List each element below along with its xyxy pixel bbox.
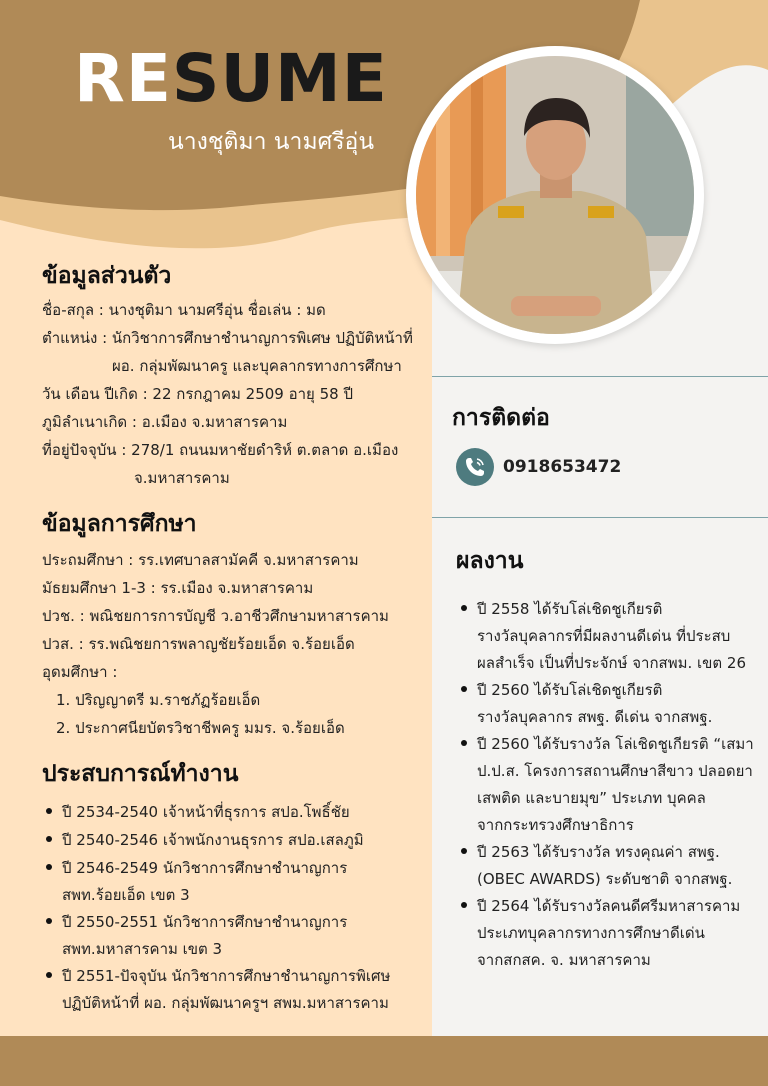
divider-top — [432, 376, 768, 377]
works-item-cont: รางวัลบุคลากร สพฐ. ดีเด่น จากสพฐ. — [477, 708, 713, 726]
contact-heading: การติดต่อ — [452, 405, 550, 431]
works-item: ปี 2564 ได้รับรางวัลคนดีศรีมหาสารคาม — [477, 894, 740, 918]
education-line: ประถมศึกษา : รร.เทศบาลสามัคคี จ.มหาสารคาม — [42, 551, 359, 569]
phone-number[interactable]: 0918653472 — [503, 457, 622, 477]
experience-item: ปี 2534-2540 เจ้าหน้าที่ธุรการ สปอ.โพธิ์ชัย — [62, 800, 350, 824]
works-item-cont: รางวัลบุคลากรที่มีผลงานดีเด่น ที่ประสบ — [477, 627, 731, 645]
works-item-cont: ผลสำเร็จ เป็นที่ประจักษ์ จากสพม. เขต 26 — [477, 654, 746, 672]
personal-line: ชื่อ-สกุล : นางชุติมา นามศรีอุ่น ชื่อเล่น : มด — [42, 301, 326, 319]
education-line: ปวช. : พณิชยการการบัญชี ว.อาชีวศึกษามหาสารคาม — [42, 607, 389, 625]
works-item-cont: ป.ป.ส. โครงการสถานศึกษาสีขาว ปลอดยา — [477, 762, 753, 780]
experience-item-cont: สพท.ร้อยเอ็ด เขต 3 — [62, 886, 190, 904]
education-line: มัธยมศึกษา 1-3 : รร.เมือง จ.มหาสารคาม — [42, 579, 314, 597]
experience-item-cont: ปฏิบัติหน้าที่ ผอ. กลุ่มพัฒนาครูฯ สพม.มหาสารคาม — [62, 994, 389, 1012]
resume-title — [74, 40, 388, 117]
personal-line: จ.มหาสารคาม — [134, 469, 230, 487]
resume-title-part1: RE — [74, 40, 172, 117]
header-name: นางชุติมา นามศรีอุ่น — [168, 129, 375, 155]
works-item: ปี 2560 ได้รับโล่เชิดชูเกียรติ — [477, 678, 662, 702]
education-line: 1. ปริญญาตรี ม.ราชภัฏร้อยเอ็ด — [56, 691, 261, 709]
experience-item: ปี 2551-ปัจจุบัน นักวิชาการศึกษาชำนาญการพิเศษ — [62, 964, 390, 988]
works-item-cont: (OBEC AWARDS) ระดับชาติ จากสพฐ. — [477, 870, 733, 888]
education-line: อุดมศึกษา : — [42, 663, 118, 681]
personal-line: ที่อยู่ปัจจุบัน : 278/1 ถนนมหาชัยดำริห์ ต.ตลาด อ.เมือง — [42, 441, 399, 459]
education-line: 2. ประกาศนียบัตรวิชาชีพครู มมร. จ.ร้อยเอ็ด — [56, 719, 345, 737]
experience-item: ปี 2550-2551 นักวิชาการศึกษาชำนาญการ — [62, 910, 347, 934]
experience-item-cont: สพท.มหาสารคาม เขต 3 — [62, 940, 223, 958]
experience-heading: ประสบการณ์ทำงาน — [42, 761, 239, 787]
experience-item: ปี 2546-2549 นักวิชาการศึกษาชำนาญการ — [62, 856, 347, 880]
personal-line: วัน เดือน ปีเกิด : 22 กรกฎาคม 2509 อายุ 58 ปี — [42, 385, 353, 403]
personal-line: ภูมิลำเนาเกิด : อ.เมือง จ.มหาสารคาม — [42, 413, 288, 431]
works-item-cont: ประเภทบุคลากรทางการศึกษาดีเด่น — [477, 924, 705, 942]
resume-title-part2: SUME — [171, 40, 388, 117]
works-item-cont: เสพติด และบายมุข” ประเภท บุคคล — [477, 789, 706, 807]
experience-item: ปี 2540-2546 เจ้าพนักงานธุรการ สปอ.เสลภูมิ — [62, 828, 364, 852]
education-line: ปวส. : รร.พณิชยการพลาญชัยร้อยเอ็ด จ.ร้อยเอ็ด — [42, 635, 355, 653]
bottom-bar — [0, 1036, 768, 1086]
works-item: ปี 2560 ได้รับรางวัล โล่เชิดชูเกียรติ “เสมา — [477, 732, 754, 756]
personal-info-heading: ข้อมูลส่วนตัว — [42, 263, 172, 289]
works-item: ปี 2558 ได้รับโล่เชิดชูเกียรติ — [477, 597, 662, 621]
personal-line: ตำแหน่ง : นักวิชาการศึกษาชำนาญการพิเศษ ปฏิบัติหน้าที่ — [42, 329, 413, 347]
profile-photo — [416, 56, 694, 334]
works-item-cont: จากกระทรวงศึกษาธิการ — [477, 816, 634, 834]
divider-middle — [432, 517, 768, 518]
personal-line: ผอ. กลุ่มพัฒนาครู และบุคลากรทางการศึกษา — [112, 357, 402, 375]
works-item: ปี 2563 ได้รับรางวัล ทรงคุณค่า สพฐ. — [477, 840, 720, 864]
works-heading: ผลงาน — [456, 548, 524, 574]
works-item-cont: จากสกสค. จ. มหาสารคาม — [477, 951, 651, 969]
education-heading: ข้อมูลการศึกษา — [42, 511, 197, 537]
phone-icon — [456, 448, 494, 486]
